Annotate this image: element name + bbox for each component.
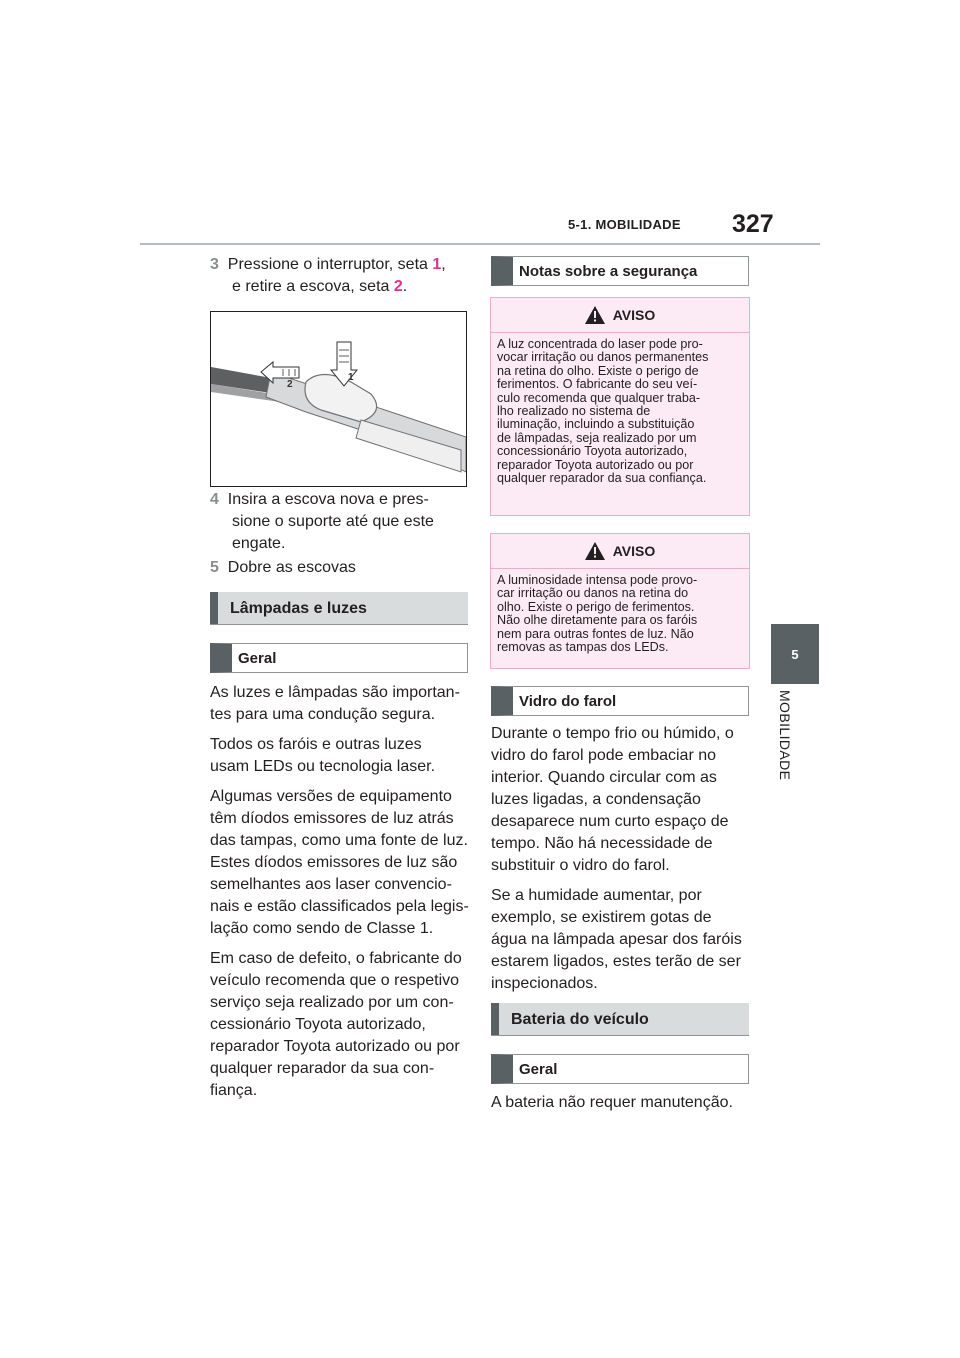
step-number: 3 (210, 256, 219, 273)
text-line: culo recomenda que qualquer traba- (497, 390, 701, 405)
text-line: As luzes e lâmpadas são importan- (210, 684, 460, 701)
warning-triangle-icon (585, 306, 605, 324)
section-heading-lamps (210, 592, 468, 625)
text-line: serviço seja realizado por um con- (210, 994, 454, 1011)
text-line: tempo. Não há necessidade de (491, 835, 713, 852)
warning-header (491, 534, 749, 569)
text-line: usam LEDs ou tecnologia laser. (210, 758, 436, 775)
subheading-general (210, 643, 468, 673)
text-line: têm díodos emissores de luz atrás (210, 810, 454, 827)
chapter-label: MOBILIDADE (777, 690, 793, 781)
step-text: , (441, 256, 446, 273)
warning-triangle-icon (585, 542, 605, 560)
section-title: 5-1. MOBILIDADE (568, 217, 681, 232)
text-line: removas as tampas dos LEDs. (497, 640, 669, 655)
warning-title: AVISO (612, 543, 656, 559)
text-line: Algumas versões de equipamento (210, 788, 452, 805)
text-line: água na lâmpada apesar dos faróis (491, 931, 742, 948)
text-line: lação como sendo de Classe 1. (210, 920, 434, 937)
subheading-text: Vidro do farol (519, 692, 617, 710)
subheading-text: Geral (238, 649, 277, 667)
text-line: car irritação ou danos na retina do (497, 586, 689, 601)
step-number: 5 (210, 559, 219, 576)
paragraph (210, 948, 472, 1102)
subheading-text: Notas sobre a segurança (519, 262, 698, 280)
step-text: Pressione o interruptor, seta (227, 256, 433, 273)
paragraph (491, 885, 753, 995)
text-line: qualquer reparador da sua con- (210, 1060, 435, 1077)
chapter-number: 5 (791, 646, 799, 662)
step-text: Dobre as escovas (227, 559, 356, 576)
step-text: Insira a escova nova e pres- (227, 491, 429, 508)
text-line: interior. Quando circular com as (491, 769, 717, 786)
text-line: na retina do olho. Existe o perigo de (497, 363, 699, 378)
subheading-safety (491, 256, 749, 286)
wiper-blade-figure (210, 311, 467, 487)
warning-text (491, 569, 749, 654)
warning-title: AVISO (612, 307, 656, 323)
text-line: reparador Toyota autorizado ou por (210, 1038, 460, 1055)
figure-label-1: 1 (348, 372, 354, 383)
text-line: semelhantes aos laser convencio- (210, 876, 452, 893)
warning-text (491, 333, 749, 485)
battery-text: A bateria não requer manutenção. (491, 1094, 733, 1111)
text-line: vocar irritação ou danos permanentes (497, 350, 709, 365)
wiper-illustration (211, 312, 466, 486)
figure-label-2: 2 (287, 379, 293, 390)
heading-text: Bateria do veículo (511, 1010, 649, 1028)
text-line: das tampas, como uma fonte de luz. (210, 832, 468, 849)
text-line: substituir o vidro do farol. (491, 857, 670, 874)
lamps-body (210, 682, 472, 1102)
heading-text: Lâmpadas e luzes (230, 599, 367, 617)
subheading-headlight-glass (491, 686, 749, 716)
text-line: exemplo, se existirem gotas de (491, 909, 712, 926)
text-line: Durante o tempo frio ou húmido, o (491, 725, 734, 742)
text-line: desaparece num curto espaço de (491, 813, 729, 830)
step-text: engate. (232, 535, 286, 552)
arrow-ref: 2 (393, 278, 403, 295)
text-line: vidro do farol pode embaciar no (491, 747, 717, 764)
text-line: reparador Toyota autorizado ou por (497, 457, 694, 472)
header-rule (140, 243, 820, 245)
text-line: tes para uma condução segura. (210, 706, 436, 723)
text-line: estarem ligados, estes terão de ser (491, 953, 741, 970)
text-line: A luminosidade intensa pode provo- (497, 573, 698, 587)
chapter-tab[interactable] (771, 624, 819, 684)
heading-rule (491, 1035, 749, 1036)
text-line: ferimentos. O fabricante do seu veí- (497, 377, 698, 392)
text-line: concessionário Toyota autorizado, (497, 444, 688, 459)
text-line: nais e estão classificados pela legis- (210, 898, 469, 915)
arrow-ref: 1 (432, 256, 442, 273)
subheading-text: Geral (519, 1060, 558, 1078)
paragraph (210, 734, 472, 778)
step-3 (210, 254, 494, 298)
text-line: cessionário Toyota autorizado, (210, 1016, 426, 1033)
section-heading-battery (491, 1003, 749, 1036)
subheading-battery-general (491, 1054, 749, 1084)
text-line: fiança. (210, 1082, 258, 1099)
text-line: A luz concentrada do laser pode pro- (497, 337, 703, 351)
text-line: de lâmpadas, seja realizado por um (497, 430, 697, 445)
text-line: Estes díodos emissores de luz são (210, 854, 458, 871)
paragraph (210, 682, 472, 726)
text-line: nem para outras fontes de luz. Não (497, 626, 694, 641)
heading-rule (210, 624, 468, 625)
step-text: e retire a escova, seta (232, 278, 394, 295)
text-line: Se a humidade aumentar, por (491, 887, 702, 904)
warning-header (491, 298, 749, 333)
step-5 (210, 557, 494, 579)
text-line: lho realizado no sistema de (497, 404, 651, 419)
text-line: Todos os faróis e outras luzes (210, 736, 422, 753)
page-number: 327 (732, 210, 774, 238)
text-line: olho. Existe o perigo de ferimentos. (497, 599, 695, 614)
text-line: inspecionados. (491, 975, 598, 992)
step-4 (210, 489, 494, 555)
warning-box-laser (490, 297, 750, 516)
text-line: veículo recomenda que o respetivo (210, 972, 460, 989)
text-line: Não olhe diretamente para os faróis (497, 613, 698, 628)
paragraph (491, 723, 753, 877)
text-line: qualquer reparador da sua confiança. (497, 471, 707, 486)
paragraph (210, 786, 472, 940)
headlight-glass-body (491, 723, 753, 995)
text-line: luzes ligadas, a condensação (491, 791, 701, 808)
step-text: sione o suporte até que este (232, 513, 434, 530)
step-text: . (402, 278, 408, 295)
step-number: 4 (210, 491, 219, 508)
text-line: Em caso de defeito, o fabricante do (210, 950, 462, 967)
text-line: iluminação, incluindo a substituição (497, 417, 695, 432)
warning-box-light (490, 533, 750, 669)
